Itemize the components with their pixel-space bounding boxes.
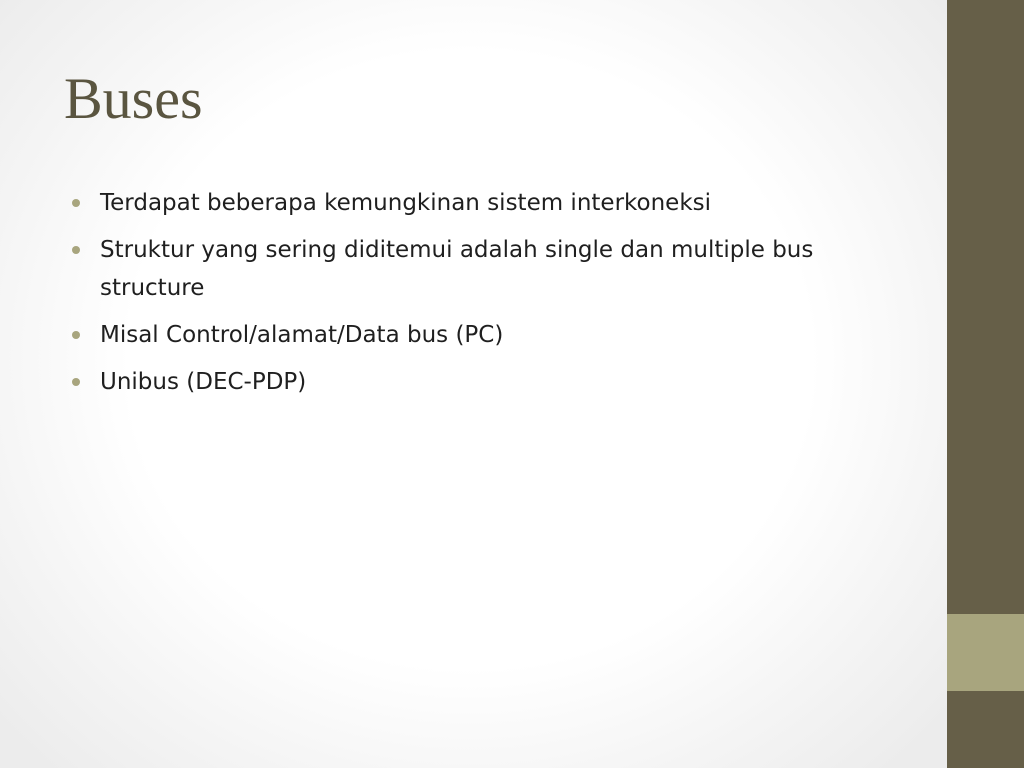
bullet-list <box>72 184 902 410</box>
bullet-text: Misal Control/alamat/Data bus (PC) <box>100 322 504 348</box>
side-accent-block <box>947 614 1024 691</box>
bullet-dot-icon <box>72 199 80 207</box>
slide-title: Buses <box>64 66 203 131</box>
bullet-dot-icon <box>72 246 80 254</box>
bullet-item <box>72 316 902 354</box>
bullet-text: Unibus (DEC-PDP) <box>100 369 307 395</box>
bullet-item <box>72 231 902 307</box>
bullet-item <box>72 363 902 401</box>
bullet-dot-icon <box>72 331 80 339</box>
bullet-dot-icon <box>72 378 80 386</box>
bullet-text: Terdapat beberapa kemungkinan sistem interkoneksi <box>100 190 712 216</box>
bullet-item <box>72 184 902 222</box>
bullet-text: Struktur yang sering diditemui adalah single dan multiple bus structure <box>100 237 814 301</box>
